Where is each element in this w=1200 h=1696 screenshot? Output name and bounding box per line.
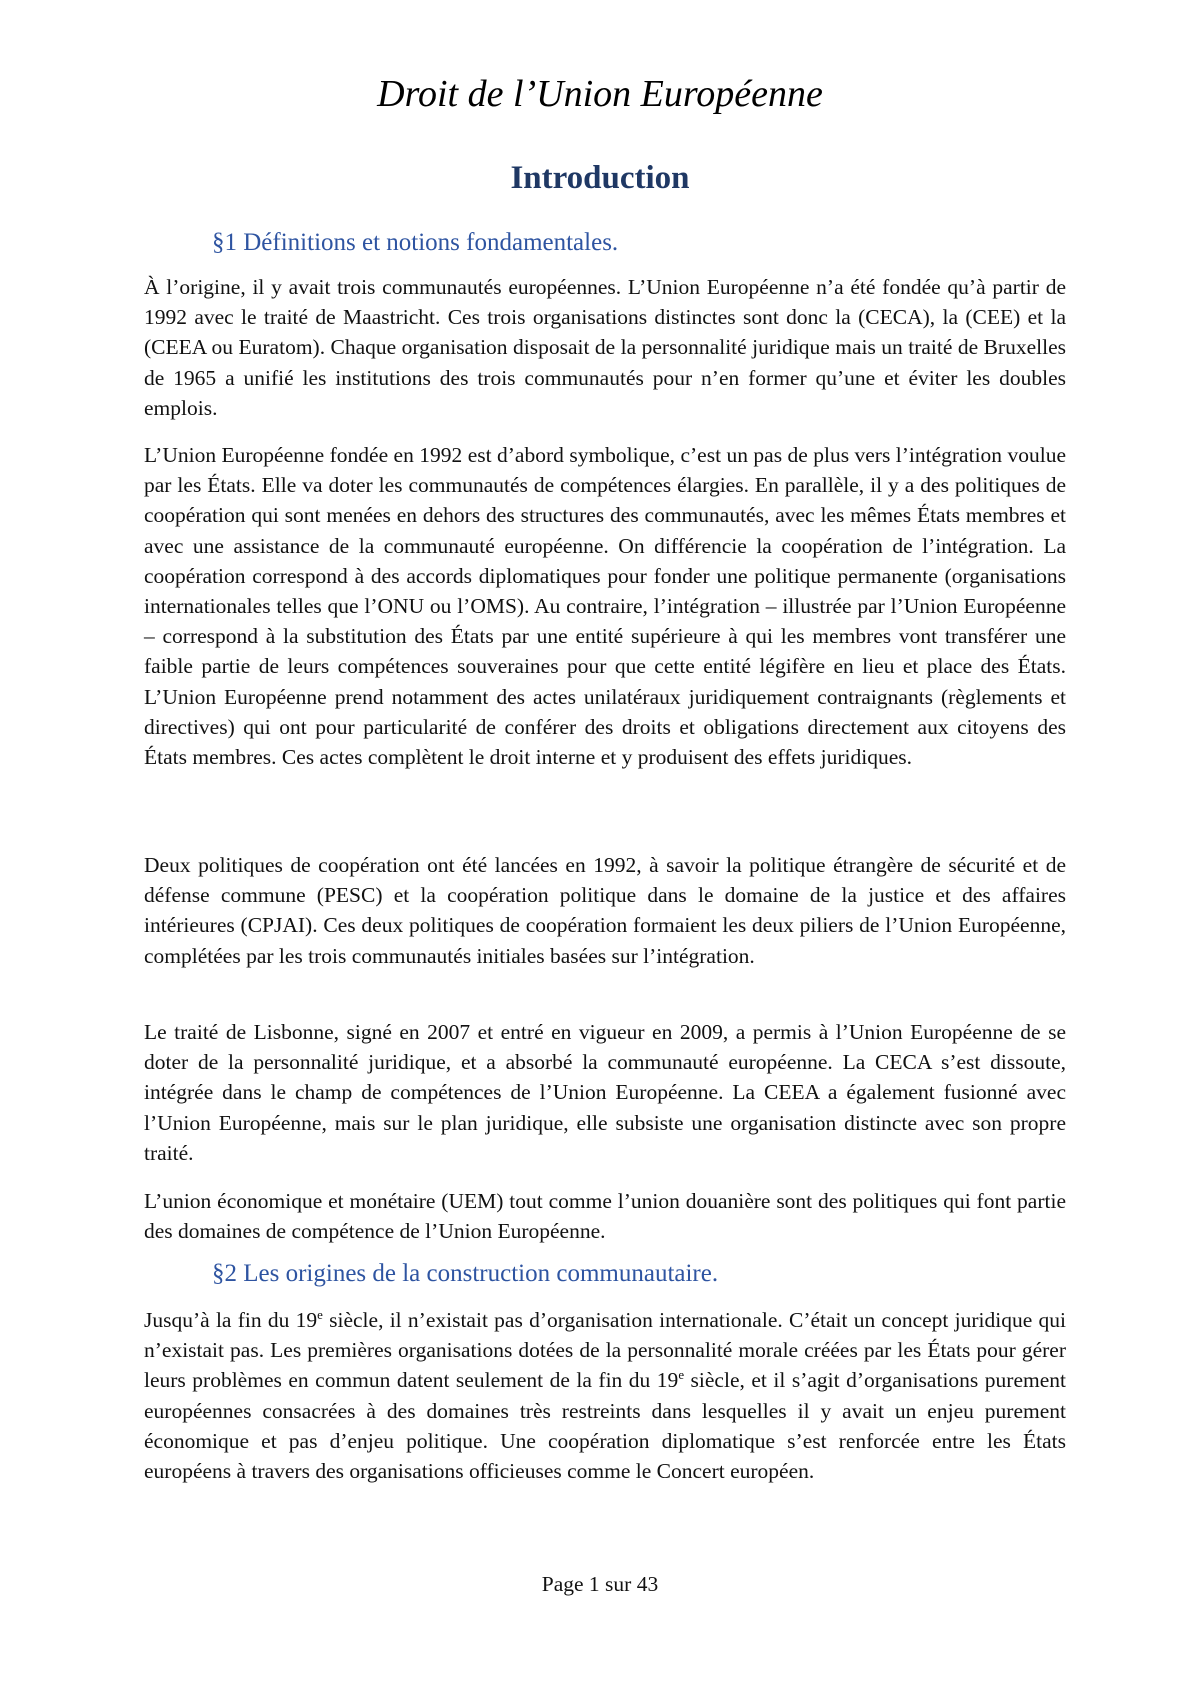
paragraph-text: siècle, et il s’agit d’organisations purement européennes consacrées à des domaines très restreints dans lesquelles il y avait un enjeu purement économique et pas d’enjeu politique. Une coopération diplomatique s’est renforcée entre les États européens à travers des organisations officieuses comme le Concert européen. [144,1368,1066,1484]
paragraph: À l’origine, il y avait trois communautés européennes. L’Union Européenne n’a été fondée qu’à partir de 1992 avec le traité de Maastricht. Ces trois organisations distinctes sont donc la (CECA), la (CEE) et la (CEEA ou Euratom). Chaque organisation disposait de la personnalité juridique mais un traité de Bruxelles de 1965 a unifié les institutions des trois communautés pour n’en former qu’une et éviter les doubles emplois. [144,275,1066,420]
paragraph: Le traité de Lisbonne, signé en 2007 et entré en vigueur en 2009, a permis à l’Union Européenne de se doter de la personnalité juridique, et a absorbé la communauté européenne. La CECA s’est dissoute, intégrée dans le champ de compétences de l’Union Européenne. La CEEA a également fusionné avec l’Union Européenne, mais sur le plan juridique, elle subsiste une organisation distincte avec son propre traité. [144,1020,1066,1165]
chapter-title: Introduction [510,160,690,196]
paragraph: Deux politiques de coopération ont été lancées en 1992, à savoir la politique étrangère de sécurité et de défense commune (PESC) et la coopération politique dans le domaine de la justice et des affaires intérieures (CPJAI). Ces deux politiques de coopération formaient les deux piliers de l’Union Européenne, complétées par les trois communautés initiales basées sur l’intégration. [144,853,1066,968]
document-title: Droit de l’Union Européenne [377,73,823,115]
paragraph-text: Jusqu’à la fin du 19 [144,1308,318,1332]
paragraph-text: siècle, il n’existait pas d’organisation internationale. C’était un concept juridique qui n’existait pas. Les premières organisations dotées de la personnalité morale créées par les États pour gérer leurs problèmes en commun datent seulement de la fin du 19 [144,1308,1066,1393]
paragraph: L’union économique et monétaire (UEM) tout comme l’union douanière sont des politiques qui font partie des domaines de compétence de l’Union Européenne. [144,1189,1066,1244]
paragraph: L’Union Européenne fondée en 1992 est d’abord symbolique, c’est un pas de plus vers l’intégration voulue par les États. Elle va doter les communautés de compétences élargies. En parallèle, il y a des politiques de coopération qui sont menées en dehors des structures des communautés, avec les mêmes États membres et avec une assistance de la communauté européenne. On différencie la coopération de l’intégration. La coopération correspond à des accords diplomatiques pour fonder une politique permanente (organisations internationales telles que l’ONU ou l’OMS). Au contraire, l’intégration – illustrée par l’Union Européenne – correspond à la substitution des États par une entité supérieure à qui les membres vont transférer une faible partie de leurs compétences souveraines pour que cette entité légifère en lieu et place des États. L’Union Européenne prend notamment des actes unilatéraux juridiquement contraignants (règlements et directives) qui ont pour particularité de conférer des droits et obligations directement aux citoyens des États membres. Ces actes complètent le droit interne et y produisent des effets juridiques. [144,443,1066,770]
superscript: e [678,1368,685,1383]
superscript: e [317,1307,323,1322]
paragraph [144,1305,1066,1486]
section-heading-1: §1 Définitions et notions fondamentales. [212,229,619,256]
section-heading-2: §2 Les origines de la construction communautaire. [212,1260,719,1287]
page-number: Page 1 sur 43 [541,1572,659,1596]
